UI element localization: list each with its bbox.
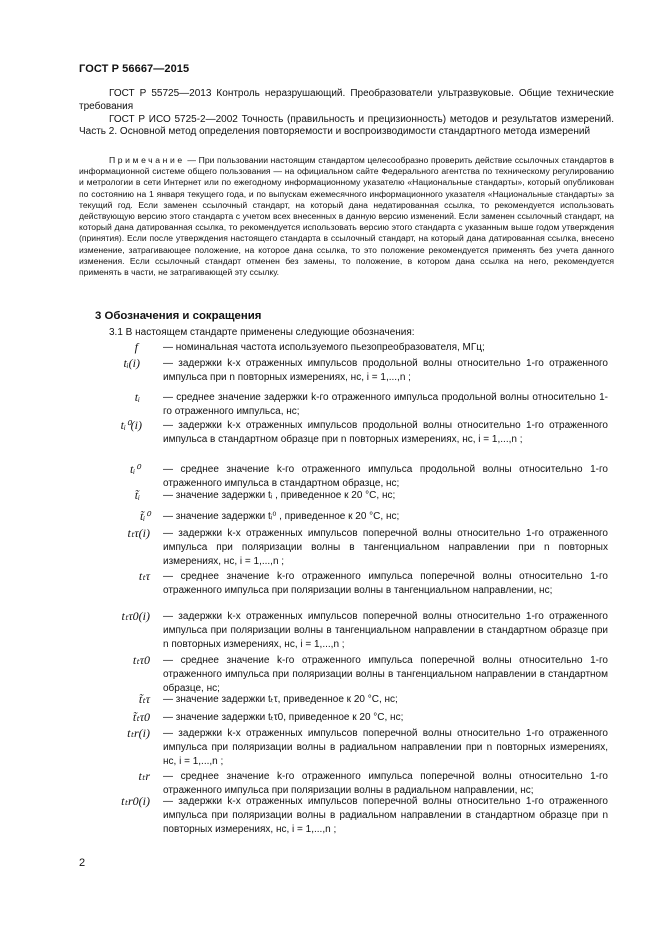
symbol-text: tₜτ(i) — [127, 526, 150, 540]
definition-text: — задержки k-х отраженных импульсов поперечной волны относительно 1-го отраженного импульса при поляризации волны в радиальном направлении при n повторных измерениях, нс, i = 1,...,n ; — [163, 728, 608, 767]
symbol-text: tₜr — [138, 769, 150, 783]
definition-symbol — [110, 418, 142, 434]
definition-symbol — [110, 356, 140, 372]
symbol-text: tₜr(i) — [127, 726, 150, 740]
symbol-text: tᵢ — [134, 390, 140, 404]
symbol-text: t̃ᵢ — [134, 488, 140, 502]
symbol-text: t̃ᵢ⁰ — [139, 509, 150, 523]
note-paragraph — [79, 155, 614, 278]
definition-text: — среднее значение k-го отраженного импульса поперечной волны относительно 1-го отраженного импульса при поляризации волны в тангенциальном направлении в стандартном образце, нс; — [163, 655, 608, 694]
reference-item: ГОСТ Р ИСО 5725-2—2002 Точность (правильность и прецизионность) методов и результатов измерений. Часть 2. Основной метод определения повторяемости и воспроизводимости стандартного метода измерений — [79, 113, 614, 138]
symbol-text: tₜτ0(i) — [121, 609, 150, 623]
definition-symbol — [110, 726, 150, 742]
definition-symbol — [110, 488, 140, 504]
definition-text: — задержки k-х отраженных импульсов продольной волны относительно 1-го отраженного импульса при n повторных измерениях, нс, i = 1,...,n ; — [163, 358, 608, 383]
definition-symbol — [110, 526, 150, 542]
definition-text: — среднее значение k-го отраженного импульса поперечной волны относительно 1-го отраженного импульса при поляризации волны в тангенциальном направлении, нс; — [163, 571, 608, 596]
definition-symbol — [120, 653, 150, 669]
definition-text: — среднее значение k-го отраженного импульса продольной волны относительно 1-го отраженного импульса в стандартном образце, нс; — [163, 464, 608, 489]
symbol-text: tᵢ⁰ — [129, 462, 140, 476]
definition-symbol — [110, 794, 150, 810]
definition-symbol — [120, 769, 150, 785]
page-number: 2 — [79, 857, 86, 869]
definition-text: — задержки k-х отраженных импульсов поперечной волны относительно 1-го отраженного импульса при поляризации волны в тангенциальном направлении в стандартном образце при n повторных измерениях, нс, i = 1,...,n ; — [163, 611, 608, 650]
definition-symbol — [110, 609, 150, 625]
definition-text: — задержки k-х отраженных импульсов продольной волны относительно 1-го отраженного импульса в стандартном образце при n повторных измерениях, нс, i = 1,...,n ; — [163, 420, 608, 445]
definition-text: — значение задержки tᵢ , приведенное к 20 °С, нс; — [163, 490, 396, 501]
symbol-text: tₜτ — [138, 569, 150, 583]
symbol-text: f — [134, 340, 138, 354]
definition-symbol — [120, 569, 150, 585]
definition-text: — среднее значение k-го отраженного импульса поперечной волны относительно 1-го отраженного импульса при поляризации волны в радиальном направлении, нс; — [163, 771, 608, 796]
section-title: 3 Обозначения и сокращения — [95, 310, 262, 322]
symbol-text: tₜr0(i) — [121, 794, 150, 808]
note-text: — При пользовании настоящим стандартом целесообразно проверить действие ссылочных стандартов в информационной системе общего пользования — на официальном сайте Федерального агентства по техническому регулированию и метрологии в сети Интернет или по ежегодному информационному указателю «Национальные стандарты», который опубликован по состоянию на 1 января текущего года, и по выпускам ежемесячного информационного указателя «Национальные стандарты» за текущий год. Если заменен ссылочный стандарт, на который дана недатированная ссылка, то рекомендуется использовать действующую версию этого стандарта с учетом всех внесенных в данную версию изменений. Если заменен ссылочный стандарт, на который дана датированная ссылка, то рекомендуется использовать версию этого стандарта с указанным выше годом утверждения (принятия). Если после утверждения настоящего стандарта в ссылочный стандарт, на который дана датированная ссылка, внесено изменение, затрагивающее положение, на которое дана ссылка, то это положение рекомендуется применять без учета данного изменения. Если ссылочный стандарт отменен без замены, то положение, в котором дана ссылка на него, рекомендуется применять в части, не затрагивающей эту ссылку. — [79, 155, 614, 278]
definition-symbol — [120, 692, 150, 708]
reference-item: ГОСТ Р 55725—2013 Контроль неразрушающий. Преобразователи ультразвуковые. Общие технические требования — [79, 88, 614, 112]
section-intro: 3.1 В настоящем стандарте применены следующие обозначения: — [109, 327, 415, 338]
definition-symbol — [120, 509, 150, 525]
definition-symbol — [118, 340, 138, 356]
definition-text: — номинальная частота используемого пьезопреобразователя, МГц; — [163, 342, 485, 353]
definition-text: — значение задержки tₜτ0, приведенное к 20 °С, нс; — [163, 712, 404, 723]
definition-text: — значение задержки tᵢ⁰ , приведенное к 20 °С, нс; — [163, 511, 400, 522]
definition-text: — задержки k-х отраженных импульсов поперечной волны относительно 1-го отраженного импульса при поляризации волны в радиальном направлении в стандартном образце при n повторных измерениях, нс, i = 1,...,n ; — [163, 796, 608, 835]
definition-text: — значение задержки tₜτ, приведенное к 20 °С, нс; — [163, 694, 398, 705]
symbol-text: tᵢ(i) — [123, 356, 140, 370]
definition-symbol — [120, 710, 150, 726]
symbol-text: tᵢ⁰(i) — [120, 418, 142, 432]
symbol-text: t̃ₜτ0 — [132, 710, 150, 724]
note-label: Примечание — [109, 155, 185, 165]
definition-symbol — [110, 462, 140, 478]
definition-text: — задержки k-х отраженных импульсов поперечной волны относительно 1-го отраженного импульса при поляризации волны в тангенциальном направлении при n повторных измерениях, нс, i = 1,...,n ; — [163, 528, 608, 567]
definition-symbol — [110, 390, 140, 406]
symbol-text: t̃ₜτ — [138, 692, 150, 706]
symbol-text: tₜτ0 — [132, 653, 150, 667]
definition-text: — среднее значение задержки k-го отраженного импульса продольной волны относительно 1-го отраженного импульса, нс; — [163, 392, 608, 417]
normative-references — [79, 88, 614, 139]
document-header: ГОСТ Р 56667—2015 — [79, 63, 190, 75]
